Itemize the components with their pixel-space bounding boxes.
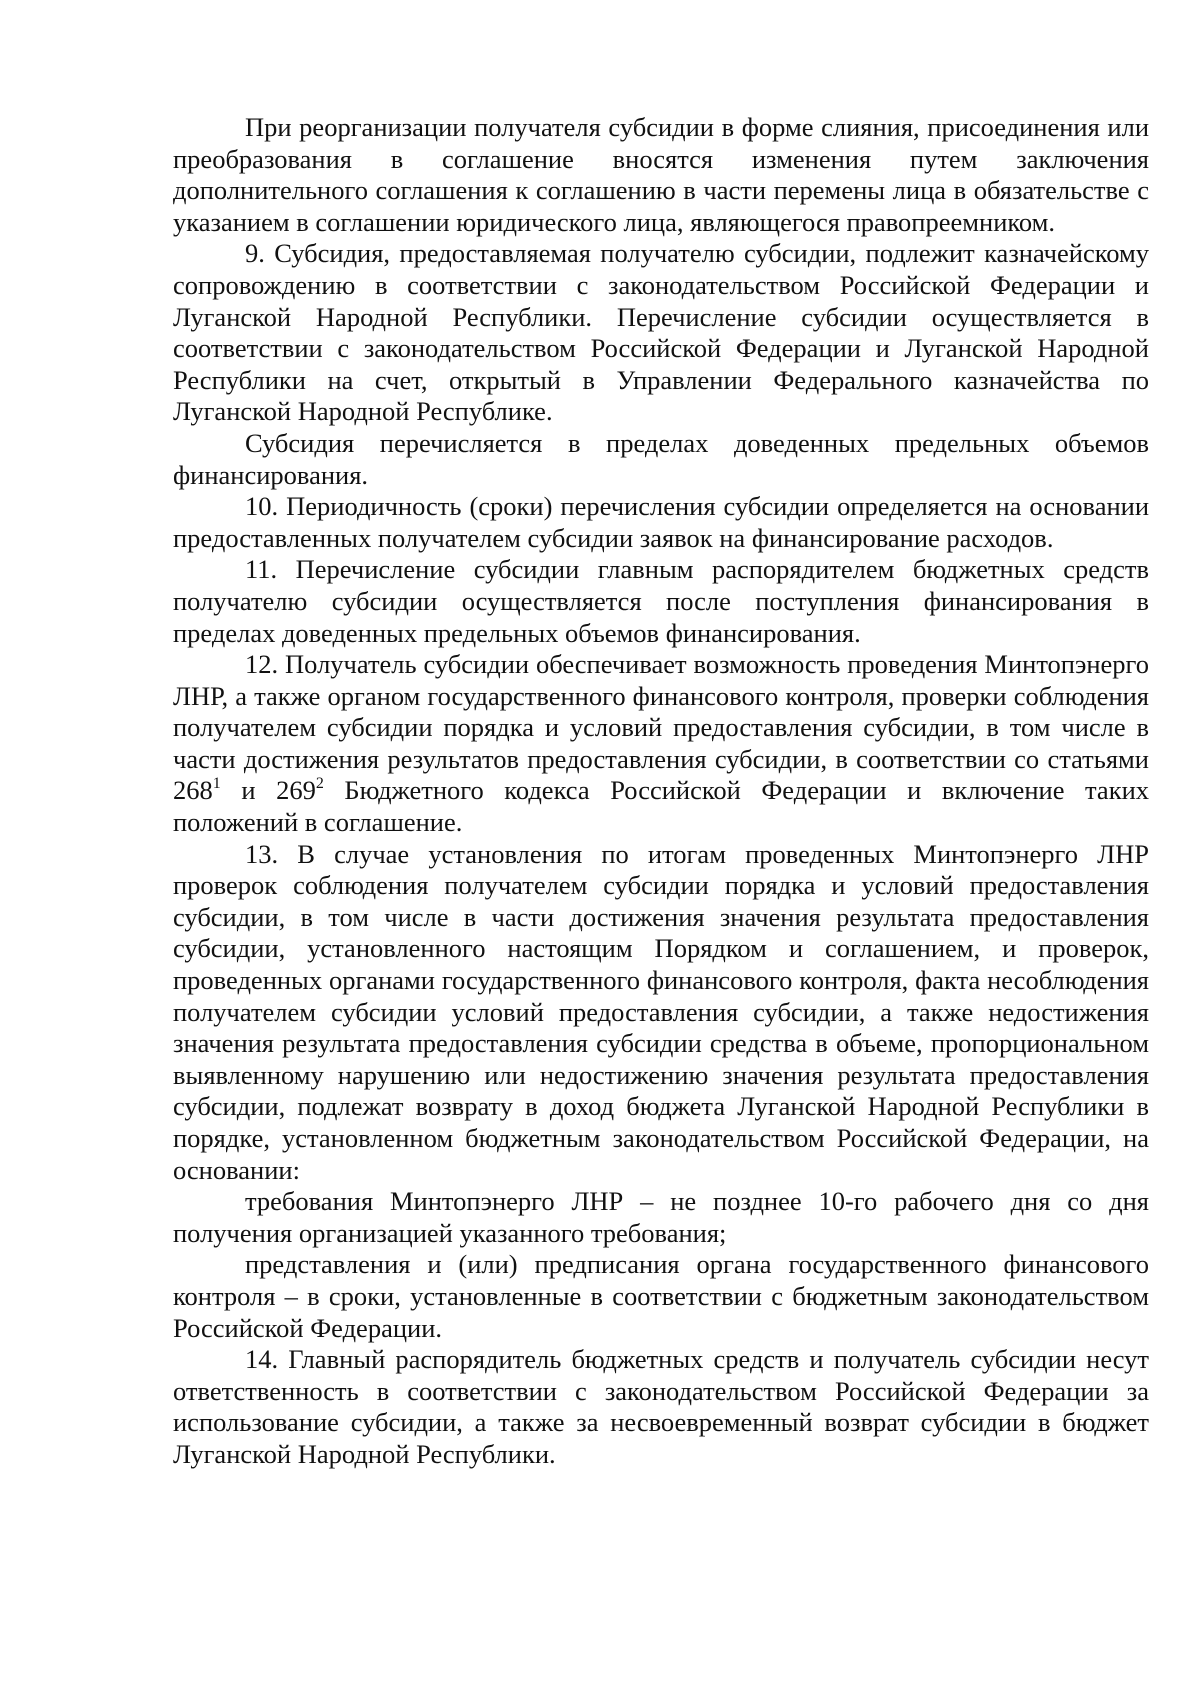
paragraph-14 [173,1344,1149,1470]
paragraph-text: Главный распорядитель бюджетных средств и получатель субсидии несут ответственность в соответствии с законодательством Российской Федерации за использование субсидии, а также за несвоевременный возврат субсидии в бюджет Луганской Народной Республики. [173,1344,1149,1469]
conjunction-text: и [220,775,277,806]
paragraph-text: В случае установления по итогам проведенных Минтопэнерго ЛНР проверок соблюдения получателем субсидии порядка и условий предоставления субсидии, в том числе в части достижения значения результата предоставления субсидии, установленного настоящим Порядком и соглашением, и проверок, проведенных органами государственного финансового контроля, факта несоблюдения получателем субсидии условий предоставления субсидии, а также недостижения значения результата предоставления субсидии средства в объеме, пропорциональном выявленному нарушению или недостижению значения результата предоставления субсидии, подлежат возврату в доход бюджета Луганской Народной Республики в порядке, установленном бюджетным законодательством Российской Федерации, на основании: [173,838,1149,1185]
paragraph-text: требования Минтопэнерго ЛНР – не позднее 10-го рабочего дня со дня получения организацией указанного требования; [173,1186,1149,1248]
paragraph-number: 12. [245,649,279,680]
paragraph-text: Перечисление субсидии главным распорядителем бюджетных средств получателю субсидии осуществляется после поступления финансирования в пределах доведенных предельных объемов финансирования. [173,554,1149,648]
paragraph-number: 9. [245,238,265,269]
paragraph-number: 10. [245,491,279,522]
paragraph-13 [173,839,1149,1187]
article-superscript: 1 [212,774,221,792]
paragraph-number: 13. [245,838,279,869]
article-superscript: 2 [315,774,324,792]
paragraph-9-limits [173,428,1149,491]
paragraph-text: Субсидия перечисляется в пределах доведенных предельных объемов финансирования. [173,427,1149,490]
paragraph-9 [173,238,1149,428]
paragraph-13-submission [173,1249,1149,1344]
paragraph-text: Периодичность (сроки) перечисления субсидии определяется на основании предоставленных получателем субсидии заявок на финансирование расходов. [173,491,1149,553]
document-page [173,112,1149,1471]
paragraph-10 [173,491,1149,554]
article-reference: 269 [276,775,316,806]
paragraph-text: При реорганизации получателя субсидии в форме слияния, присоединения или преобразования в соглашение вносятся изменения путем заключения дополнительного соглашения к соглашению в части перемены лица в обязательстве с указанием в соглашении юридического лица, являющегося правопреемником. [173,112,1149,237]
paragraph-11 [173,554,1149,649]
article-reference: 268 [173,775,213,806]
paragraph-text: Получатель субсидии обеспечивает возможность проведения Минтопэнерго ЛНР, а также органом государственного финансового контроля, проверки соблюдения получателем субсидии порядка и условий предоставления субсидии, в том числе в части достижения результатов предоставления субсидии, в соответствии со статьями [173,649,1150,774]
paragraph-reorganization [173,112,1149,238]
paragraph-text: Бюджетного кодекса Российской Федерации и включение таких положений в соглашение. [173,775,1149,838]
paragraph-text: представления и (или) предписания органа государственного финансового контроля – в сроки, установленные в соответствии с бюджетным законодательством Российской Федерации. [173,1249,1149,1343]
paragraph-number: 14. [245,1344,279,1375]
paragraph-13-demand [173,1186,1149,1249]
paragraph-number: 11. [245,554,278,585]
paragraph-text: Субсидия, предоставляемая получателю субсидии, подлежит казначейскому сопровождению в соответствии с законодательством Российской Федерации и Луганской Народной Республики. Перечисление субсидии осуществляется в соответствии с законодательством Российской Федерации и Луганской Народной Республики на счет, открытый в Управлении Федерального казначейства по Луганской Народной Республике. [173,238,1150,427]
paragraph-12 [173,649,1149,839]
